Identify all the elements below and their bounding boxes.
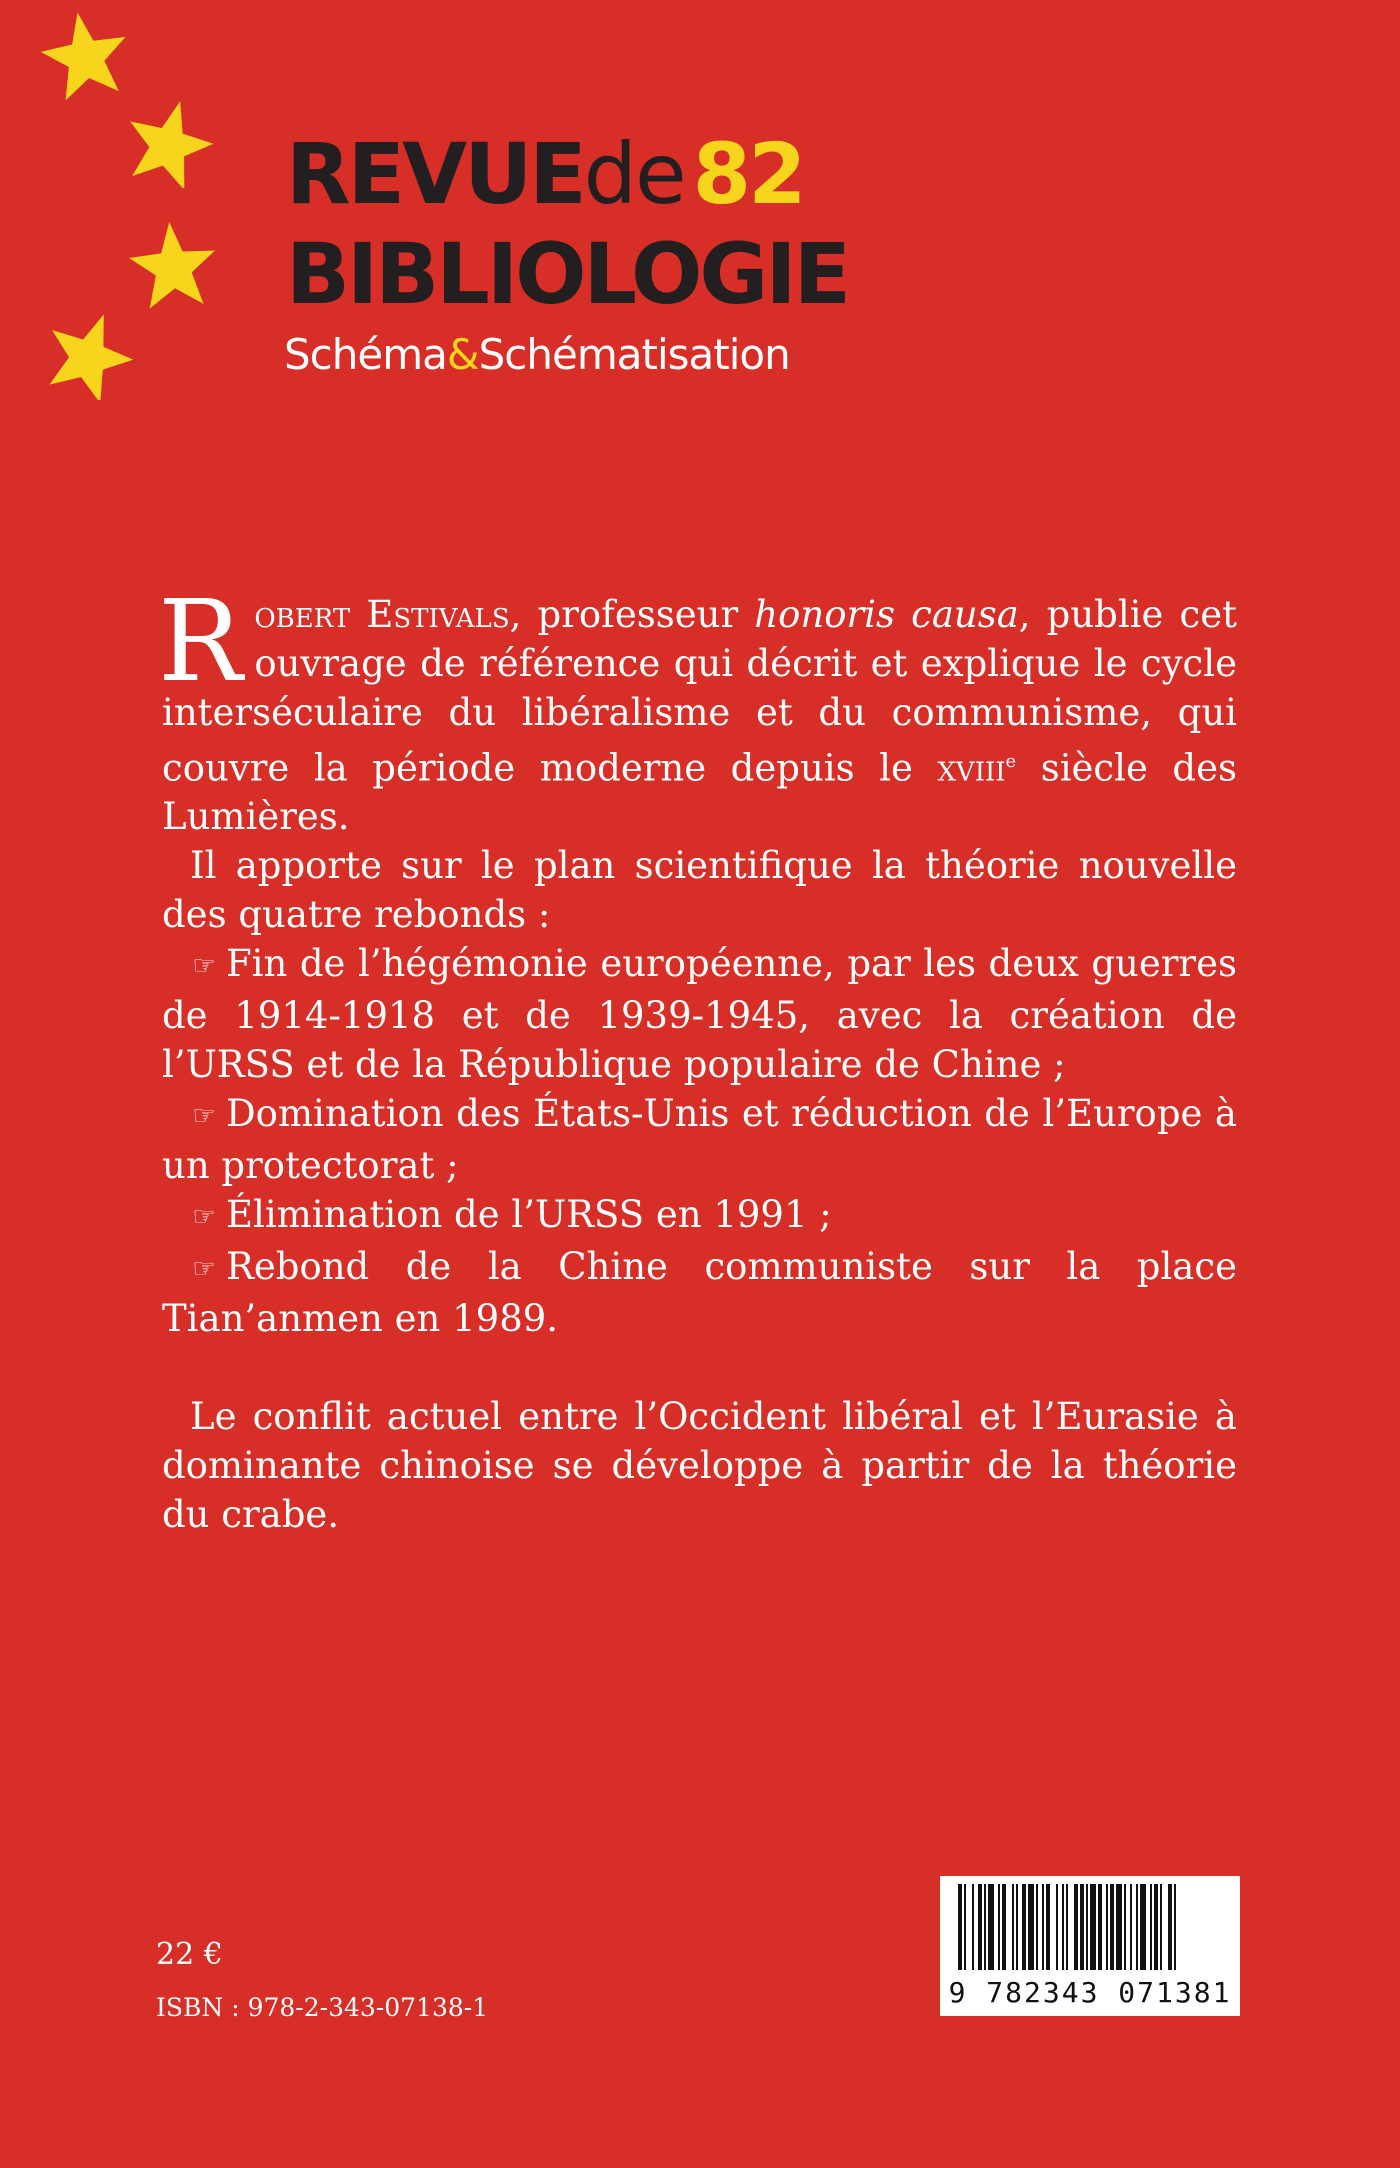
pointing-hand-icon: ☞ [192, 1202, 216, 1233]
price-label: 22 € [156, 1937, 223, 1972]
barcode-bar [1160, 1884, 1162, 1970]
star-icon [124, 98, 214, 188]
drop-cap: R [158, 577, 243, 707]
barcode-bar [978, 1884, 982, 1970]
barcode-bar [1116, 1884, 1122, 1970]
barcode-bar [1066, 1884, 1068, 1970]
issue-subtitle [284, 330, 790, 379]
century-superscript: e [1005, 751, 1017, 772]
barcode-bar [1046, 1884, 1050, 1970]
barcode-bar [1042, 1884, 1044, 1970]
barcode [940, 1876, 1240, 2016]
barcode-bar [1056, 1884, 1058, 1970]
bullet-text: Domination des États-Unis et réduction de l’Europe à un protectorat ; [162, 1092, 1237, 1188]
paragraph-intro [158, 577, 1238, 841]
barcode-bar [1130, 1884, 1132, 1970]
paragraph-theory: Il apporte sur le plan scientifique la théorie nouvelle des quatre rebonds : [162, 844, 1237, 937]
pointing-hand-icon: ☞ [192, 1101, 216, 1132]
barcode-bar [1062, 1884, 1064, 1970]
barcode-bar [1140, 1884, 1146, 1970]
barcode-bar [1168, 1884, 1172, 1970]
bullet-item [162, 1242, 1237, 1343]
bullet-text: Rebond de la Chine communiste sur la place Tian’anmen en 1989. [162, 1245, 1237, 1341]
barcode-bar [1154, 1884, 1158, 1970]
barcode-bar [998, 1884, 1000, 1970]
back-cover-text [158, 577, 1238, 1539]
barcode-bar [1022, 1884, 1026, 1970]
bullet-item [162, 1190, 1237, 1242]
barcode-bar [1028, 1884, 1034, 1970]
title-de: de [583, 125, 685, 223]
bullet-text: Fin de l’hégémonie européenne, par les deux guerres de 1914-1918 et de 1939-1945, avec la création de l’URSS et de la République populaire de Chine ; [162, 942, 1237, 1087]
barcode-bar [964, 1884, 966, 1970]
barcode-bar [1016, 1884, 1018, 1970]
paragraph-gap [162, 1343, 1237, 1392]
barcode-bar [1090, 1884, 1096, 1970]
author-firstname: obert [254, 593, 351, 636]
title-revue: REVUE [286, 125, 584, 223]
isbn-label: ISBN : 978-2-343-07138-1 [156, 1993, 489, 2022]
pointing-hand-icon: ☞ [192, 1254, 216, 1285]
intro-text-a: , professeur [509, 593, 755, 636]
barcode-digits: 9 782343 071381 [948, 1976, 1232, 2009]
barcode-bar [1110, 1884, 1114, 1970]
barcode-bar [972, 1884, 974, 1970]
barcode-bar [988, 1884, 994, 1970]
star-icon [40, 10, 130, 100]
barcode-bar [1106, 1884, 1108, 1970]
bullet-text: Élimination de l’URSS en 1991 ; [226, 1193, 832, 1237]
intro-italic: honoris causa [754, 593, 1019, 636]
barcode-bar [958, 1884, 962, 1970]
barcode-bar [1136, 1884, 1138, 1970]
barcode-bar [984, 1884, 986, 1970]
barcode-bar [1174, 1884, 1176, 1970]
barcode-bar [1150, 1884, 1152, 1970]
bullet-item [162, 939, 1237, 1089]
issue-number: 82 [692, 125, 804, 223]
barcode-bar [1080, 1884, 1084, 1970]
century-numeral: xviii [937, 746, 1006, 790]
journal-title-line2: BIBLIOLOGIE [286, 225, 849, 323]
star-icon [128, 220, 218, 310]
subtitle-part1: Schéma [284, 330, 447, 379]
author-lastname: Estivals [366, 593, 510, 636]
barcode-bar [1098, 1884, 1102, 1970]
barcode-bar [1002, 1884, 1006, 1970]
paragraph-conclusion: Le conflit actuel entre l’Occident libéral et l’Eurasie à dominante chinoise se développe à partir de la théorie du crabe. [162, 1395, 1237, 1537]
subtitle-part2: Schématisation [478, 330, 790, 379]
barcode-bar [1086, 1884, 1088, 1970]
barcode-bar [1074, 1884, 1078, 1970]
intro-text-b: , publie cet ouvrage de référence qui décrit et explique le cycle interséculaire du libéralisme et du communisme, qui couvre la période moderne depuis le [162, 593, 1238, 790]
barcode-bar [1012, 1884, 1014, 1970]
barcode-bar [1036, 1884, 1038, 1970]
pointing-hand-icon: ☞ [192, 951, 216, 982]
intro-text-c: siècle des Lumières. [162, 746, 1237, 839]
journal-title-line1 [286, 125, 804, 223]
bullet-item [162, 1089, 1237, 1190]
barcode-bar [1124, 1884, 1126, 1970]
subtitle-ampersand: & [446, 330, 479, 379]
star-icon [44, 310, 134, 400]
barcode-bars [940, 1876, 1240, 1976]
